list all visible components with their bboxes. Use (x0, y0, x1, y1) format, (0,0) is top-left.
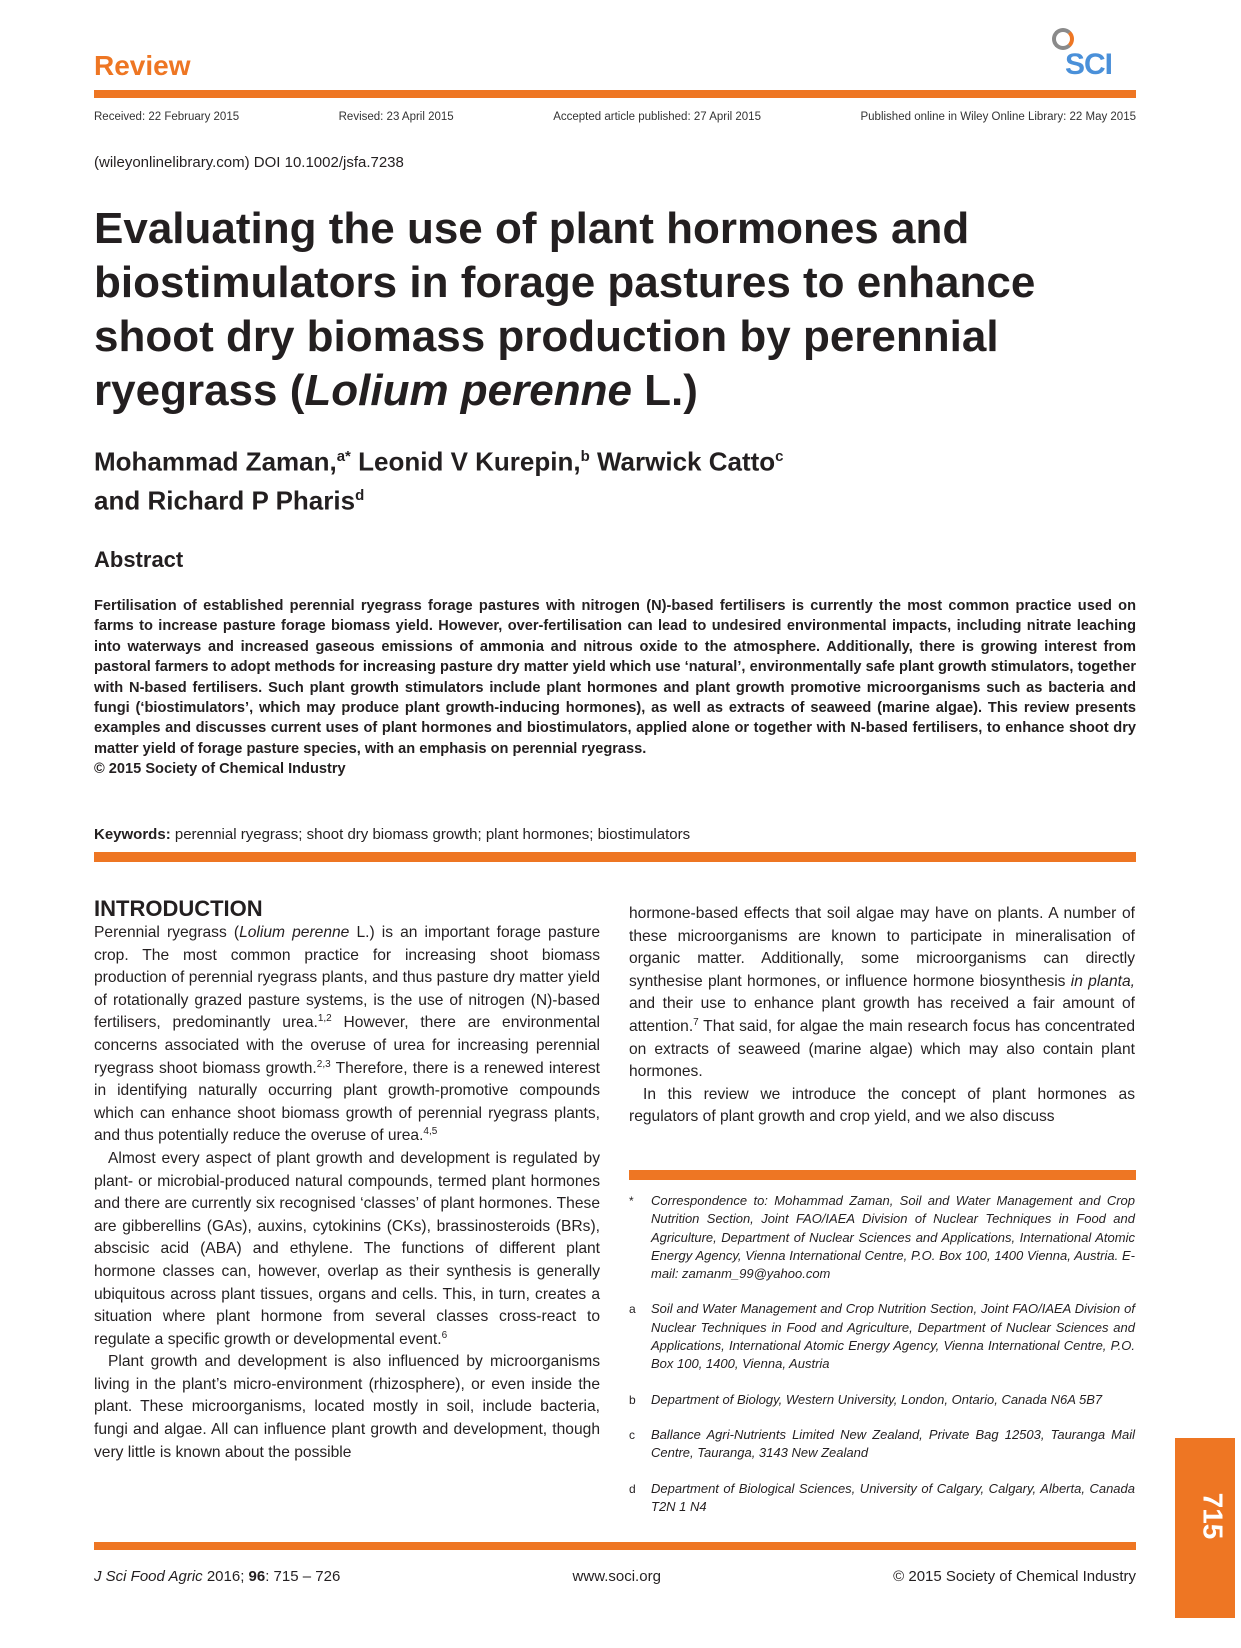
note-affiliation-a (629, 1300, 1135, 1373)
introduction-heading: INTRODUCTION (94, 896, 263, 921)
author-name: Warwick Catto (589, 446, 776, 477)
author-affiliation: a* (336, 448, 351, 465)
note-text: Department of Biology, Western University, London, Ontario, Canada N6A 5B7 (651, 1391, 1103, 1407)
website-link[interactable]: www.soci.org (572, 1568, 661, 1585)
section-label: Review (94, 50, 191, 81)
journal-name: J Sci Food Agric (94, 1568, 203, 1585)
page-number-tab (1175, 1438, 1235, 1618)
note-text: Department of Biological Sciences, University of Calgary, Calgary, Alberta, Canada T2N 1 N4 (651, 1480, 1135, 1514)
note-mark: d (629, 1481, 636, 1496)
abstract-body: Fertilisation of established perennial ryegrass forage pastures with nitrogen (N)-based fertilisers is currently the most common practice used on farms to increase pasture forage biomass yield. However, over-fertilisation can lead to undesired environmental impacts, including nitrate leaching into waterways and increased gaseous emissions of ammonia and nitrous oxide to the atmosphere. Additionally, there is growing interest from pastoral farmers to adopt methods for increasing pasture dry matter yield which use ‘natural’, environmentally safe plant growth stimulators, together with N-based fertilisers. Such plant growth stimulators include plant hormones and plant growth promotive microorganisms such as bacteria and fungi (‘biostimulators’, which may produce plant growth-inducing hormones), as well as extracts of seaweed (marine algae). This review presents examples and discusses current uses of plant hormones and biostimulators, applied alone or together with N-based fertilisers, to enhance shoot dry matter yield of forage pasture species, with an emphasis on perennial ryegrass. (94, 598, 1136, 757)
paragraph: In this review we introduce the concept of plant hormones as regulators of plant growth and crop yield, and we also discuss (629, 1085, 1135, 1126)
note-text: Correspondence to: Mohammad Zaman, Soil and Water Management and Crop Nutrition Section, Joint FAO/IAEA Division of Nuclear Techniques in Food and Agriculture, Department of Nuclear Sciences and Applications, International Atomic Energy Agency, Vienna International Centre, P.O. Box 100, 1400 Vienna, Austria. E-mail: zamanm_99@yahoo.com (651, 1193, 1135, 1282)
note-affiliation-b (629, 1391, 1135, 1409)
footer-copyright: © 2015 Society of Chemical Industry (893, 1568, 1136, 1585)
body-column-left (94, 896, 600, 1464)
citation: 1,2 (317, 1013, 332, 1025)
note-text: Soil and Water Management and Crop Nutrition Section, Joint FAO/IAEA Division of Nuclear Techniques in Food and Agriculture, Department of Nuclear Sciences and Applications, International Atomic Energy Agency, Vienna International Centre, P.O. Box 100, 1400, Vienna, Austria (651, 1301, 1135, 1372)
abstract-rule (94, 852, 1136, 862)
note-mark: a (629, 1302, 636, 1317)
keywords-text: perennial ryegrass; shoot dry biomass growth; plant hormones; biostimulators (170, 826, 691, 843)
author-affiliation: c (775, 448, 784, 465)
text-run: That said, for algae the main research focus has concentrated on extracts of seaweed (marine algae) which may also contain plant hormones. (629, 1017, 1135, 1081)
author-list (94, 440, 784, 517)
sci-logo-text: SCI (1065, 48, 1113, 81)
page-number: 715 (1197, 1492, 1229, 1540)
author-name: Mohammad Zaman, (94, 446, 337, 477)
paragraph: Plant growth and development is also influenced by microorganisms living in the plant’s micro-environment (rhizosphere), or even inside the plant. These microorganisms, located mostly in soil, include bacteria, fungi and algae. All can influence plant growth and development, though very little is known about the possible (94, 1353, 600, 1461)
text-run: Perennial ryegrass ( (94, 924, 240, 941)
abstract-text (94, 596, 1136, 780)
journal-pages: : 715 – 726 (265, 1568, 341, 1585)
author-affiliation: d (355, 486, 365, 504)
paragraph (629, 903, 1135, 1084)
note-affiliation-d (629, 1480, 1135, 1517)
keywords-label: Keywords: (94, 826, 171, 843)
footer-rule (94, 1542, 1136, 1550)
received-date: Received: 22 February 2015 (94, 111, 240, 123)
abstract-copyright: © 2015 Society of Chemical Industry (94, 761, 346, 778)
species-name: Lolium perenne (239, 924, 350, 941)
note-affiliation-c (629, 1426, 1135, 1463)
page-footer (94, 1568, 1136, 1585)
citation: 7 (693, 1016, 699, 1028)
text-run: Almost every aspect of plant growth and development is regulated by plant- or microbial-produced natural compounds, termed plant hormones and there are currently six recognised ‘classes’ of plant hormones. These are gibberellins (GAs), auxins, cytokinins (CKs), brassinosteroids (BRs), abscisic acid (ABA) and ethylene. The functions of different plant hormone classes can, however, overlap as their synthesis is generally ubiquitous across plant tissues, organs and cells. This, in turn, creates a situation where plant hormone from several classes cross-react to regulate a specific growth or developmental event. (94, 1149, 600, 1348)
body-column-right (629, 903, 1135, 1129)
paragraph (94, 922, 600, 1148)
italic-term: in planta, (1070, 972, 1135, 990)
text-run: and their use to enhance plant growth has received a fair amount of attention. (629, 995, 1135, 1035)
doi: (wileyonlinelibrary.com) DOI 10.1002/jsfa.7238 (94, 154, 404, 171)
text-run: Therefore, there is a renewed interest in identifying naturally occurring plant growth-promotive compounds which can enhance shoot biomass growth of perennial ryegrass plants, and thus potentially reduce the overuse of urea. (94, 1059, 600, 1145)
citation: 6 (441, 1329, 448, 1341)
text-run: L.) is an important forage pasture crop. The most common practice for increasing shoot biomass production of perennial ryegrass plants, and thus pasture dry matter yield of rotationally grazed pasture systems, is the use of nitrogen (N)-based fertilisers, predominantly urea. (94, 924, 600, 1032)
author-name: Leonid V Kurepin, (350, 446, 581, 477)
paragraph (94, 1148, 600, 1351)
citation: 4,5 (423, 1126, 438, 1138)
header-rule (94, 90, 1136, 98)
note-correspondence (629, 1192, 1135, 1283)
author-affiliation: b (580, 448, 590, 465)
sci-logo (1052, 28, 1132, 83)
published-date: Published online in Wiley Online Library: 22 May 2015 (860, 111, 1136, 123)
sci-logo-ring-icon (1052, 28, 1074, 50)
citation-line (94, 1568, 340, 1585)
note-text: Ballance Agri-Nutrients Limited New Zealand, Private Bag 12503, Tauranga Mail Centre, Tauranga, 3143 New Zealand (651, 1426, 1135, 1461)
abstract-heading: Abstract (94, 547, 184, 572)
article-title (94, 202, 1094, 418)
affiliation-notes (629, 1192, 1135, 1533)
accepted-date: Accepted article published: 27 April 2015 (553, 111, 761, 123)
note-mark: c (629, 1427, 635, 1442)
journal-volume: 96 (248, 1568, 266, 1585)
revised-date: Revised: 23 April 2015 (338, 111, 454, 123)
article-dates (94, 111, 1136, 123)
note-mark: * (629, 1194, 634, 1208)
keywords (94, 826, 690, 843)
author-name: and Richard P Pharis (94, 485, 356, 516)
text-run: hormone-based effects that soil algae may have on plants. A number of these microorganisms are known to participate in mineralisation of organic matter. Additionally, some microorganisms can directly synthesise plant hormones, or influence hormone biosynthesis (629, 905, 1135, 990)
citation: 2,3 (316, 1058, 331, 1070)
journal-year: 2016; (202, 1568, 249, 1585)
title-main: Evaluating the use of plant hormones and biostimulators in forage pastures to enhance shoot dry biomass production by perennial ryegrass ( (94, 204, 1036, 415)
text-run: However, there are environmental concerns associated with the overuse of urea for increasing perennial ryegrass shoot biomass growth. (94, 1014, 600, 1077)
note-mark: b (629, 1392, 636, 1407)
notes-rule (629, 1170, 1136, 1180)
title-end: L.) (631, 366, 698, 415)
title-species: Lolium perenne (304, 366, 632, 415)
